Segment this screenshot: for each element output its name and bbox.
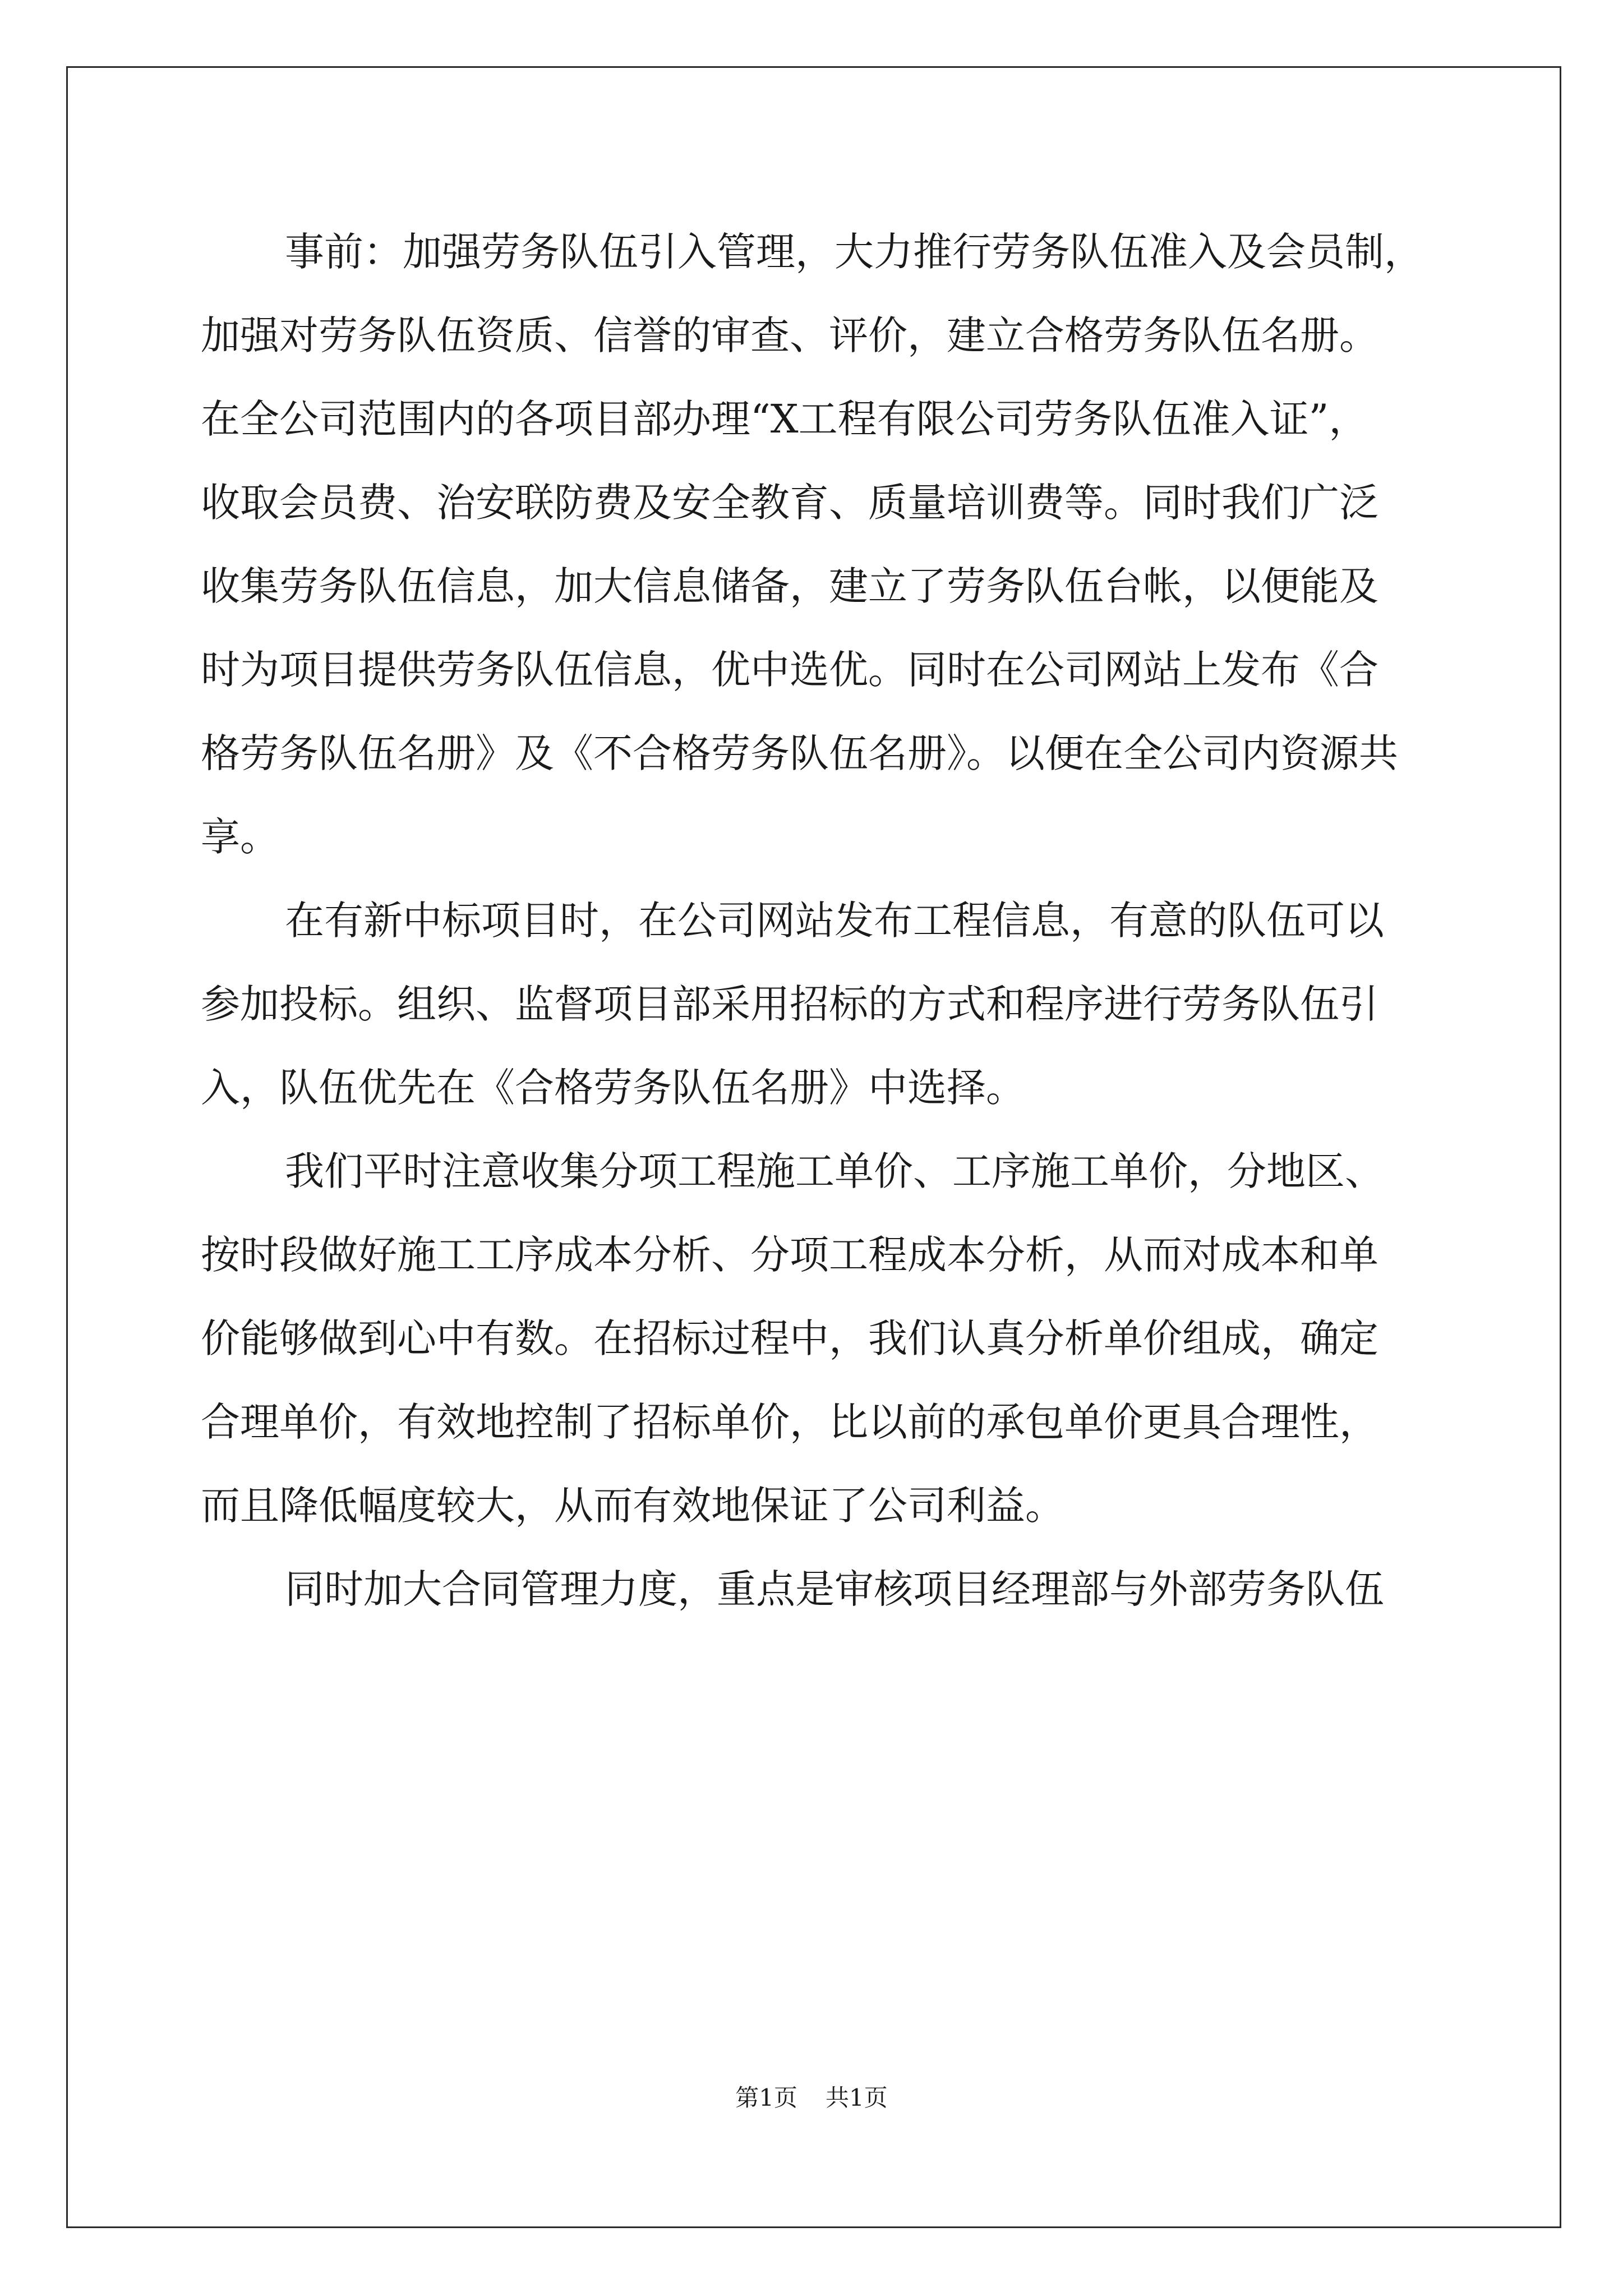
text-line: 享。 (201, 814, 279, 860)
text-line: 事前：加强劳务队伍引入管理，大力推行劳务队伍准入及会员制， (285, 229, 1423, 275)
text-line: 而且降低幅度较大，从而有效地保证了公司利益。 (201, 1483, 1064, 1529)
text-line: 价能够做到心中有数。在招标过程中，我们认真分析单价组成，确定 (201, 1315, 1378, 1361)
text-line: 在有新中标项目时，在公司网站发布工程信息，有意的队伍可以 (285, 898, 1384, 944)
text-line: 合理单价，有效地控制了招标单价，比以前的承包单价更具合理性， (201, 1399, 1378, 1445)
text-line: 收集劳务队伍信息，加大信息储备，建立了劳务队伍台帐，以便能及 (201, 563, 1378, 609)
page-footer (0, 2084, 1623, 2112)
text-line: 时为项目提供劳务队伍信息，优中选优。同时在公司网站上发布《合 (201, 647, 1378, 693)
text-line: 参加投标。组织、监督项目部采用招标的方式和程序进行劳务队伍引 (201, 981, 1378, 1027)
text-line: 按时段做好施工工序成本分析、分项工程成本分析，从而对成本和单 (201, 1232, 1378, 1278)
text-line: 我们平时注意收集分项工程施工单价、工序施工单价，分地区、 (285, 1148, 1384, 1194)
text-line: 入，队伍优先在《合格劳务队伍名册》中选择。 (201, 1065, 1025, 1111)
page-total: 共1页 (826, 2084, 888, 2111)
text-line: 同时加大合同管理力度，重点是审核项目经理部与外部劳务队伍 (285, 1566, 1384, 1612)
page-number: 第1页 (735, 2084, 797, 2111)
text-line: 收取会员费、治安联防费及安全教育、质量培训费等。同时我们广泛 (201, 480, 1378, 526)
text-line: 在全公司范围内的各项目部办理“X工程有限公司劳务队伍准入证”， (201, 396, 1368, 442)
document-body (201, 210, 1435, 1631)
text-line: 加强对劳务队伍资质、信誉的审查、评价，建立合格劳务队伍名册。 (201, 312, 1378, 358)
text-line: 格劳务队伍名册》及《不合格劳务队伍名册》。以便在全公司内资源共 (201, 730, 1398, 776)
